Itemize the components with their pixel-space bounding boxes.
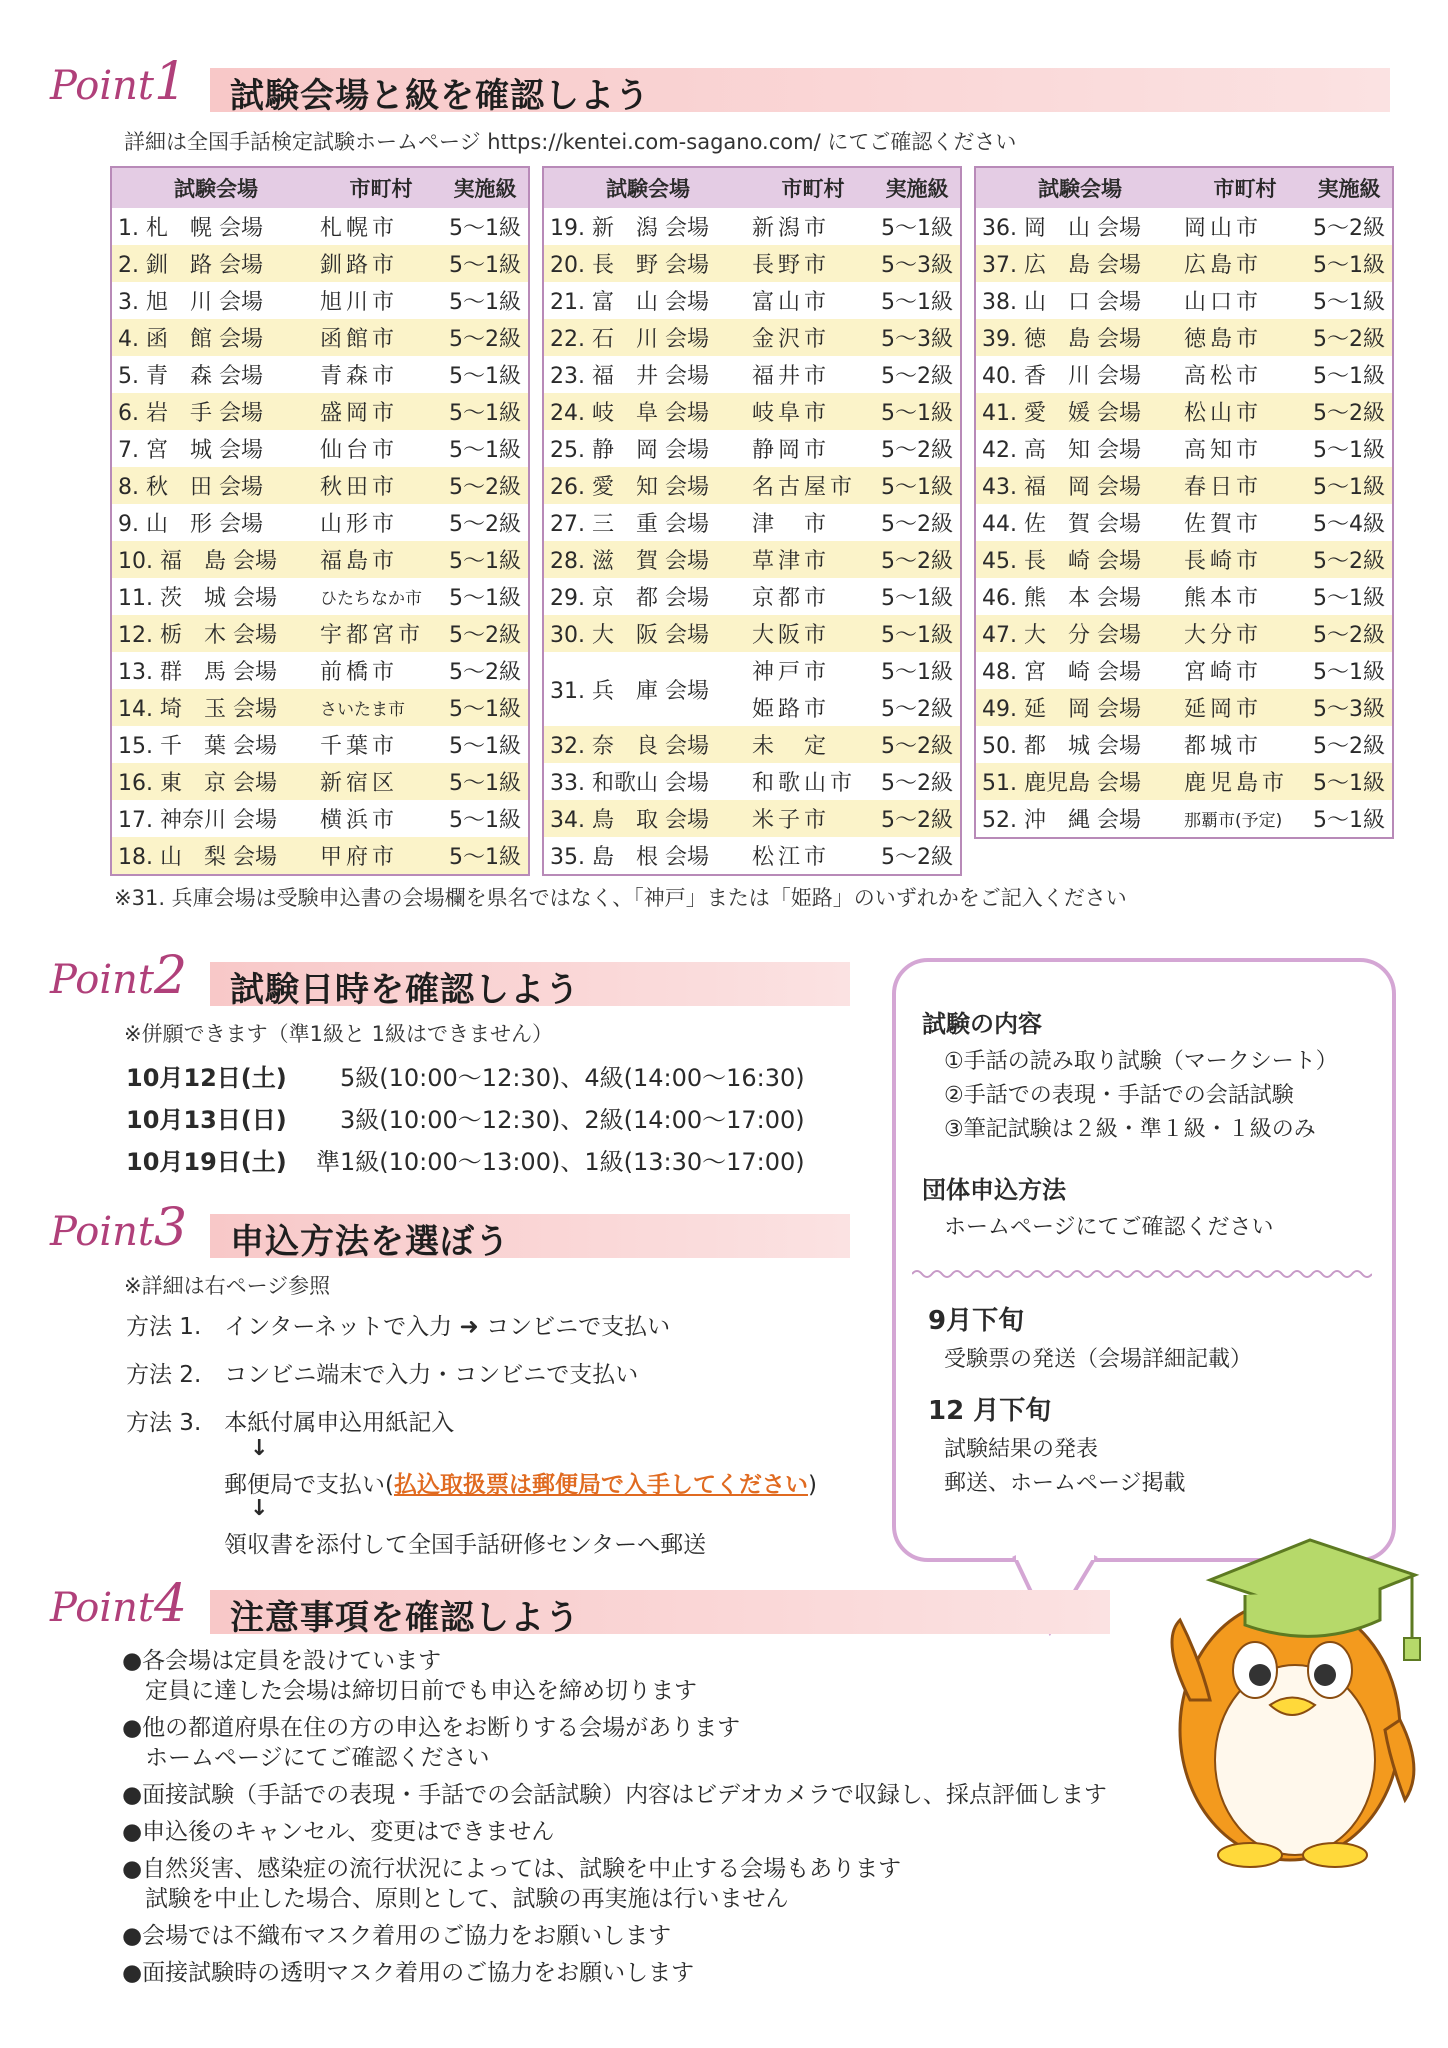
city-name: 和歌山市 <box>752 771 857 796</box>
venue-name: 30. 大 阪 会場 <box>550 623 709 648</box>
venue-table-1 <box>110 166 530 876</box>
venue-table-header <box>976 168 1392 208</box>
exam-level: 5～1級 <box>449 697 521 722</box>
table-row <box>112 504 528 541</box>
city-name: 釧路市 <box>320 253 399 278</box>
exam-level: 5～1級 <box>1313 475 1385 500</box>
city-name: 静岡市 <box>752 438 831 463</box>
venue-name: 25. 静 岡 会場 <box>550 438 709 463</box>
note-item: ●自然災害、感染症の流行状況によっては、試験を中止する会場もあります <box>122 1856 902 1882</box>
city-name: 新宿区 <box>320 771 399 796</box>
table-row <box>544 319 960 356</box>
table-row <box>976 726 1392 763</box>
note-item: ●各会場は定員を設けています <box>122 1648 442 1674</box>
table-row <box>976 800 1392 837</box>
table-row <box>112 837 528 874</box>
city-name: 春日市 <box>1184 475 1263 500</box>
point4-title: 注意事項を確認しよう <box>230 1598 580 1638</box>
point1-title: 試験会場と級を確認しよう <box>230 76 650 116</box>
venue-name: 50. 都 城 会場 <box>982 734 1141 759</box>
venue-name: 44. 佐 賀 会場 <box>982 512 1141 537</box>
city-name: 高知市 <box>1184 438 1263 463</box>
exam-level: 5～2級 <box>449 327 521 352</box>
note-item-continued: 試験を中止した場合、原則として、試験の再実施は行いません <box>122 1886 789 1912</box>
city-name: 前橋市 <box>320 660 399 685</box>
table-row <box>976 504 1392 541</box>
city-name: 未 定 <box>752 734 831 759</box>
city-name: 盛岡市 <box>320 401 399 426</box>
header-venue: 試験会場 <box>606 177 690 201</box>
table-row <box>112 282 528 319</box>
exam-content-item: ③筆記試験は２級・準１級・１級のみ <box>944 1117 1316 1142</box>
exam-level: 5～2級 <box>1313 734 1385 759</box>
table-row <box>544 541 960 578</box>
exam-level: 5～2級 <box>881 734 953 759</box>
venue-name: 49. 延 岡 会場 <box>982 697 1141 722</box>
venue-table-3 <box>974 166 1394 839</box>
table-row <box>112 319 528 356</box>
city-name: 延岡市 <box>1184 697 1263 722</box>
exam-level: 5～1級 <box>1313 253 1385 278</box>
table-row <box>112 800 528 837</box>
december-title: 12 月下旬 <box>928 1396 1052 1426</box>
venue-name: 47. 大 分 会場 <box>982 623 1141 648</box>
venue-name: 23. 福 井 会場 <box>550 364 709 389</box>
city-name: 那覇市(予定) <box>1184 811 1283 831</box>
table-row <box>544 726 960 763</box>
header-venue: 試験会場 <box>174 177 258 201</box>
header-level: 実施級 <box>885 177 949 201</box>
table-row <box>112 467 528 504</box>
city-name: 名古屋市 <box>752 475 857 500</box>
exam-level: 5～1級 <box>881 475 953 500</box>
table-row <box>112 356 528 393</box>
september-title: 9月下旬 <box>928 1306 1025 1336</box>
exam-level: 5～2級 <box>1313 327 1385 352</box>
exam-level: 5～1級 <box>449 586 521 611</box>
exam-level: 5～3級 <box>1313 697 1385 722</box>
exam-level: 5～2級 <box>449 623 521 648</box>
arrow-down-icon: ↓ <box>250 1436 269 1461</box>
arrow-down-icon: ↓ <box>250 1496 269 1521</box>
exam-level: 5～2級 <box>1313 401 1385 426</box>
table-row <box>544 652 960 726</box>
city-name: 神戸市 <box>752 660 831 685</box>
exam-level: 5～2級 <box>881 808 953 833</box>
venue-name: 13. 群 馬 会場 <box>118 660 277 685</box>
city-name: 函館市 <box>320 327 399 352</box>
exam-level: 5～2級 <box>1313 623 1385 648</box>
exam-level: 5～1級 <box>881 660 953 685</box>
exam-level: 5～2級 <box>881 364 953 389</box>
method-3-pay-step: 郵便局で支払い(払込取扱票は郵便局で入手してください) <box>224 1472 817 1498</box>
city-name: 金沢市 <box>752 327 831 352</box>
group-apply-title: 団体申込方法 <box>922 1176 1066 1204</box>
venue-name: 48. 宮 崎 会場 <box>982 660 1141 685</box>
table-row <box>976 245 1392 282</box>
december-text: 試験結果の発表 <box>944 1437 1099 1462</box>
point2-note: ※併願できます（準1級と 1級はできません） <box>124 1022 553 1046</box>
exam-level: 5～1級 <box>449 401 521 426</box>
table-row <box>976 689 1392 726</box>
city-name: 岡山市 <box>1184 216 1263 241</box>
city-name: 仙台市 <box>320 438 399 463</box>
city-name: 津 市 <box>752 512 831 537</box>
table-row <box>976 208 1392 245</box>
table-row <box>544 208 960 245</box>
city-name: 山形市 <box>320 512 399 537</box>
table-row <box>544 282 960 319</box>
city-name: ひたちなか市 <box>320 589 422 609</box>
header-city: 市町村 <box>1213 177 1277 201</box>
venue-name: 29. 京 都 会場 <box>550 586 709 611</box>
table-row <box>544 504 960 541</box>
city-name: 宮崎市 <box>1184 660 1263 685</box>
table-row <box>544 800 960 837</box>
exam-level: 5～1級 <box>449 549 521 574</box>
point1-detail: 詳細は全国手話検定試験ホームページ https://kentei.com-sagano.com/ にてご確認ください <box>124 130 1017 154</box>
exam-level: 5～2級 <box>881 549 953 574</box>
venue-name: 8. 秋 田 会場 <box>118 475 263 500</box>
table-row <box>544 245 960 282</box>
note-item-continued: 定員に達した会場は締切日前でも申込を締め切ります <box>122 1678 697 1704</box>
city-name: 新潟市 <box>752 216 831 241</box>
venue-name: 36. 岡 山 会場 <box>982 216 1141 241</box>
table-row <box>112 393 528 430</box>
venue-name: 40. 香 川 会場 <box>982 364 1141 389</box>
exam-level: 5～1級 <box>449 253 521 278</box>
schedule-row: 10月19日(土) 準1級(10:00～13:00)、1級(13:30～17:00) <box>126 1148 805 1176</box>
exam-level: 5～2級 <box>1313 549 1385 574</box>
venue-name: 24. 岐 阜 会場 <box>550 401 709 426</box>
exam-level: 5～2級 <box>1313 216 1385 241</box>
note-item-continued: ホームページにてご確認ください <box>122 1745 490 1771</box>
table-row <box>544 393 960 430</box>
penguin-mascot-illustration <box>1150 1500 1430 1870</box>
venue-name: 2. 釧 路 会場 <box>118 253 263 278</box>
exam-level: 5～1級 <box>449 290 521 315</box>
table-row <box>544 356 960 393</box>
exam-level: 5～1級 <box>449 438 521 463</box>
table-row <box>112 615 528 652</box>
venue-name: 22. 石 川 会場 <box>550 327 709 352</box>
venue-name: 3. 旭 川 会場 <box>118 290 263 315</box>
header-city: 市町村 <box>349 177 413 201</box>
city-name: 都城市 <box>1184 734 1263 759</box>
table-row <box>112 726 528 763</box>
note-item: ●他の都道府県在住の方の申込をお断りする会場があります <box>122 1715 741 1741</box>
venue-name: 39. 徳 島 会場 <box>982 327 1141 352</box>
city-name: 長崎市 <box>1184 549 1263 574</box>
method-3-mail-step: 領収書を添付して全国手話研修センターへ郵送 <box>224 1532 707 1558</box>
exam-level: 5～1級 <box>1313 586 1385 611</box>
table-row <box>976 282 1392 319</box>
city-name: 米子市 <box>752 808 831 833</box>
venue-name: 38. 山 口 会場 <box>982 290 1141 315</box>
september-text: 受験票の発送（会場詳細記載） <box>944 1347 1253 1372</box>
city-name: 秋田市 <box>320 475 399 500</box>
table-row <box>112 689 528 726</box>
exam-content-item: ②手話での表現・手話での会話試験 <box>944 1083 1294 1108</box>
venue-table-2 <box>542 166 962 876</box>
venue-name: 31. 兵 庫 会場 <box>550 678 709 704</box>
city-name: さいたま市 <box>320 700 405 720</box>
venue-name: 7. 宮 城 会場 <box>118 438 263 463</box>
table-row <box>976 615 1392 652</box>
point3-note: ※詳細は右ページ参照 <box>124 1274 331 1298</box>
venue-name: 5. 青 森 会場 <box>118 364 263 389</box>
venue-name: 43. 福 岡 会場 <box>982 475 1141 500</box>
point3-title: 申込方法を選ぼう <box>230 1222 510 1262</box>
exam-level: 5～1級 <box>881 586 953 611</box>
city-name: 佐賀市 <box>1184 512 1263 537</box>
city-name: 大分市 <box>1184 623 1263 648</box>
table-row <box>544 467 960 504</box>
table-row <box>112 245 528 282</box>
point3-label: Point3 <box>50 1198 188 1258</box>
exam-level: 5～2級 <box>881 697 953 722</box>
table-row <box>544 578 960 615</box>
city-name: 長野市 <box>752 253 831 278</box>
venue-name: 41. 愛 媛 会場 <box>982 401 1141 426</box>
exam-content-item: ①手話の読み取り試験（マークシート） <box>944 1049 1338 1074</box>
table-row <box>544 763 960 800</box>
method-3: 方法 3. 本紙付属申込用紙記入 <box>126 1410 455 1436</box>
exam-level: 5～1級 <box>449 771 521 796</box>
venue-name: 12. 栃 木 会場 <box>118 623 277 648</box>
venue-name: 11. 茨 城 会場 <box>118 586 277 611</box>
schedule-row: 10月12日(土) 5級(10:00～12:30)、4級(14:00～16:30) <box>126 1064 805 1092</box>
venue-name: 46. 熊 本 会場 <box>982 586 1141 611</box>
venue-name: 17. 神奈川 会場 <box>118 808 277 833</box>
venue-name: 37. 広 島 会場 <box>982 253 1141 278</box>
table-row <box>976 319 1392 356</box>
city-name: 福島市 <box>320 549 399 574</box>
venue-name: 15. 千 葉 会場 <box>118 734 277 759</box>
exam-level: 5～1級 <box>1313 438 1385 463</box>
city-name: 山口市 <box>1184 290 1263 315</box>
exam-level: 5～1級 <box>449 808 521 833</box>
exam-content-title: 試験の内容 <box>922 1010 1042 1038</box>
table-row <box>112 430 528 467</box>
city-name: 松山市 <box>1184 401 1263 426</box>
venue-name: 1. 札 幌 会場 <box>118 216 263 241</box>
venue-name: 45. 長 崎 会場 <box>982 549 1141 574</box>
venue-name: 51. 鹿児島 会場 <box>982 771 1141 796</box>
city-name: 千葉市 <box>320 734 399 759</box>
venue-name: 9. 山 形 会場 <box>118 512 263 537</box>
method-2: 方法 2. コンビニ端末で入力・コンビニで支払い <box>126 1362 639 1388</box>
exam-level: 5～1級 <box>449 364 521 389</box>
city-name: 姫路市 <box>752 697 831 722</box>
venue-name: 10. 福 島 会場 <box>118 549 277 574</box>
city-name: 大阪市 <box>752 623 831 648</box>
table-row <box>976 541 1392 578</box>
table-row <box>976 430 1392 467</box>
exam-level: 5～2級 <box>449 512 521 537</box>
venue-name: 14. 埼 玉 会場 <box>118 697 277 722</box>
note-item: ●面接試験時の透明マスク着用のご協力をお願いします <box>122 1960 695 1986</box>
venue-name: 4. 函 館 会場 <box>118 327 263 352</box>
table-row <box>976 652 1392 689</box>
city-name: 鹿児島市 <box>1184 771 1289 796</box>
table-row <box>976 467 1392 504</box>
table-row <box>112 763 528 800</box>
city-name: 高松市 <box>1184 364 1263 389</box>
venue-table-header <box>544 168 960 208</box>
city-name: 旭川市 <box>320 290 399 315</box>
point2-title: 試験日時を確認しよう <box>230 970 580 1010</box>
exam-level: 5～1級 <box>1313 808 1385 833</box>
exam-level: 5～1級 <box>449 216 521 241</box>
city-name: 横浜市 <box>320 808 399 833</box>
exam-level: 5～1級 <box>1313 771 1385 796</box>
table-row <box>976 356 1392 393</box>
point1-footnote: ※31. 兵庫会場は受験申込書の会場欄を県名ではなく、「神戸」または「姫路」のいずれかをご記入ください <box>114 886 1127 910</box>
venue-name: 34. 鳥 取 会場 <box>550 808 709 833</box>
header-level: 実施級 <box>453 177 517 201</box>
city-name: 京都市 <box>752 586 831 611</box>
city-name: 富山市 <box>752 290 831 315</box>
table-row <box>976 763 1392 800</box>
venue-name: 32. 奈 良 会場 <box>550 734 709 759</box>
venue-name: 16. 東 京 会場 <box>118 771 277 796</box>
table-row <box>112 578 528 615</box>
point4-label: Point4 <box>50 1574 188 1634</box>
venue-name: 27. 三 重 会場 <box>550 512 709 537</box>
city-name: 岐阜市 <box>752 401 831 426</box>
venue-name: 28. 滋 賀 会場 <box>550 549 709 574</box>
header-level: 実施級 <box>1317 177 1381 201</box>
table-row <box>544 837 960 874</box>
table-row <box>976 393 1392 430</box>
header-city: 市町村 <box>781 177 845 201</box>
table-row <box>112 208 528 245</box>
exam-level: 5～1級 <box>1313 290 1385 315</box>
point2-label: Point2 <box>50 946 188 1006</box>
exam-level: 5～1級 <box>449 734 521 759</box>
note-item: ●面接試験（手話での表現・手話での会話試験）内容はビデオカメラで収録し、採点評価します <box>122 1782 1107 1808</box>
table-row <box>112 541 528 578</box>
city-name: 熊本市 <box>1184 586 1263 611</box>
december-text: 郵送、ホームページ掲載 <box>944 1471 1186 1496</box>
exam-level: 5～2級 <box>881 512 953 537</box>
venue-name: 21. 富 山 会場 <box>550 290 709 315</box>
venue-name: 18. 山 梨 会場 <box>118 845 277 870</box>
venue-name: 35. 島 根 会場 <box>550 845 709 870</box>
city-name: 広島市 <box>1184 253 1263 278</box>
city-name: 青森市 <box>320 364 399 389</box>
city-name: 徳島市 <box>1184 327 1263 352</box>
venue-name: 33. 和歌山 会場 <box>550 771 709 796</box>
table-row <box>544 615 960 652</box>
exam-level: 5～1級 <box>881 290 953 315</box>
venue-name: 52. 沖 縄 会場 <box>982 808 1141 833</box>
exam-level: 5～3級 <box>881 327 953 352</box>
venue-table-header <box>112 168 528 208</box>
method-1: 方法 1. インターネットで入力 ➜ コンビニで支払い <box>126 1314 671 1340</box>
exam-level: 5～3級 <box>881 253 953 278</box>
venue-name: 20. 長 野 会場 <box>550 253 709 278</box>
city-name: 甲府市 <box>320 845 399 870</box>
venue-name: 26. 愛 知 会場 <box>550 475 709 500</box>
city-name: 草津市 <box>752 549 831 574</box>
city-name: 福井市 <box>752 364 831 389</box>
note-item: ●申込後のキャンセル、変更はできません <box>122 1819 555 1845</box>
table-row <box>976 578 1392 615</box>
city-name: 松江市 <box>752 845 831 870</box>
exam-level: 5～2級 <box>881 845 953 870</box>
table-row <box>544 430 960 467</box>
venue-name: 42. 高 知 会場 <box>982 438 1141 463</box>
point1-label: Point1 <box>50 52 188 112</box>
exam-level: 5～1級 <box>881 401 953 426</box>
exam-level: 5～1級 <box>881 216 953 241</box>
header-venue: 試験会場 <box>1038 177 1122 201</box>
group-apply-text: ホームページにてご確認ください <box>944 1215 1274 1240</box>
exam-level: 5～1級 <box>881 623 953 648</box>
schedule-row: 10月13日(日) 3級(10:00～12:30)、2級(14:00～17:00) <box>126 1106 805 1134</box>
exam-level: 5～4級 <box>1313 512 1385 537</box>
exam-level: 5～1級 <box>1313 364 1385 389</box>
exam-level: 5～1級 <box>449 845 521 870</box>
exam-level: 5～2級 <box>449 660 521 685</box>
wavy-divider <box>912 1268 1372 1280</box>
note-item: ●会場では不織布マスク着用のご協力をお願いします <box>122 1923 672 1949</box>
city-name: 札幌市 <box>320 216 399 241</box>
exam-level: 5～2級 <box>449 475 521 500</box>
table-row <box>112 652 528 689</box>
exam-level: 5～1級 <box>1313 660 1385 685</box>
exam-level: 5～2級 <box>881 771 953 796</box>
venue-name: 6. 岩 手 会場 <box>118 401 263 426</box>
venue-name: 19. 新 潟 会場 <box>550 216 709 241</box>
city-name: 宇都宮市 <box>320 623 425 648</box>
exam-level: 5～2級 <box>881 438 953 463</box>
